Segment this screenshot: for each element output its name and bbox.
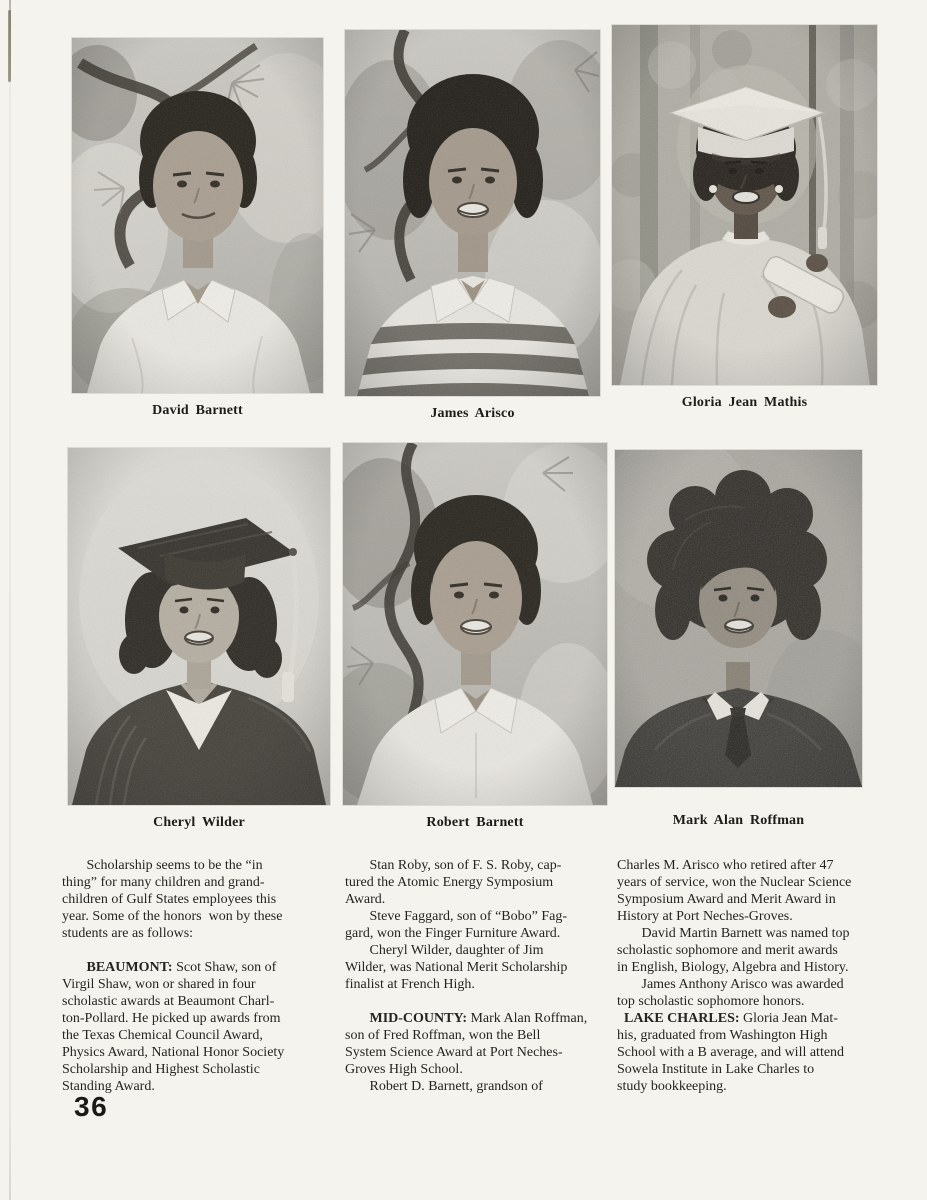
portrait-photo-david-barnett	[72, 38, 323, 393]
photo-caption: Cheryl Wilder	[153, 815, 245, 830]
text-line: in English, Biology, Algebra and History.	[617, 960, 849, 975]
text-line: gard, won the Finger Furniture Award.	[345, 926, 561, 941]
text-line: James Anthony Arisco was awarded	[617, 977, 844, 992]
text-line: Symposium Award and Merit Award in	[617, 892, 836, 907]
text-line: scholastic sophomore and merit awards	[617, 943, 838, 958]
portrait-photo-cheryl-wilder	[68, 448, 330, 805]
text-line: Cheryl Wilder, daughter of Jim	[345, 943, 544, 958]
text-line: the Texas Chemical Council Award,	[62, 1028, 263, 1043]
text-line: Virgil Shaw, won or shared in four	[62, 977, 256, 992]
scan-crease	[9, 0, 11, 1200]
photo-cell-james-arisco	[345, 30, 600, 422]
text-line: Scholarship and Highest Scholastic	[62, 1062, 260, 1077]
text-line: Stan Roby, son of F. S. Roby, cap-	[345, 858, 562, 873]
text-line: Physics Award, National Honor Society	[62, 1045, 285, 1060]
photo-caption: David Barnett	[152, 403, 243, 418]
page-number: 36	[74, 1091, 109, 1122]
text-line	[62, 942, 342, 959]
text-line: MID-COUNTY: Mark Alan Roffman,	[345, 1011, 588, 1026]
text-line: System Science Award at Port Neches-	[345, 1045, 563, 1060]
text-line: David Martin Barnett was named top	[617, 926, 850, 941]
text-line: scholastic awards at Beaumont Charl-	[62, 994, 275, 1009]
text-line: study bookkeeping.	[617, 1079, 727, 1094]
photo-caption: Mark Alan Roffman	[672, 813, 805, 828]
photo-cell-david-barnett	[72, 38, 323, 419]
text-line: Robert D. Barnett, grandson of	[345, 1079, 543, 1094]
text-line: School with a B average, and will attend	[617, 1045, 845, 1060]
portrait-photo-james-arisco	[345, 30, 600, 396]
text-line: children of Gulf States employees this	[62, 892, 277, 907]
text-line: years of service, won the Nuclear Science	[617, 875, 852, 890]
portrait-photo-mark-alan-roffman	[615, 450, 862, 787]
photo-cell-gloria-jean-mathis	[612, 25, 877, 411]
text-line: Wilder, was National Merit Scholarship	[345, 960, 568, 975]
text-line: History at Port Neches-Groves.	[617, 909, 793, 924]
text-line: Sowela Institute in Lake Charles to	[617, 1062, 815, 1077]
text-line	[345, 993, 620, 1010]
photo-cell-robert-barnett	[343, 443, 607, 831]
text-line: Standing Award.	[62, 1079, 155, 1094]
text-line: his, graduated from Washington High	[617, 1028, 828, 1043]
text-line: LAKE CHARLES: Gloria Jean Mat-	[617, 1011, 838, 1026]
text-line: Charles M. Arisco who retired after 47	[617, 858, 834, 873]
text-line: Groves High School.	[345, 1062, 463, 1077]
photo-caption: James Arisco	[430, 406, 515, 421]
text-line: finalist at French High.	[345, 977, 475, 992]
text-column-2	[345, 857, 620, 1095]
text-line: BEAUMONT: Scot Shaw, son of	[62, 960, 277, 975]
text-line: thing” for many children and grand-	[62, 875, 265, 890]
text-line: year. Some of the honors won by these	[62, 909, 283, 924]
text-line: son of Fred Roffman, won the Bell	[345, 1028, 541, 1043]
text-column-3	[617, 857, 902, 1095]
text-column-1	[62, 857, 342, 1095]
text-line: tured the Atomic Energy Symposium	[345, 875, 554, 890]
text-line: Award.	[345, 892, 386, 907]
portrait-photo-gloria-jean-mathis	[612, 25, 877, 385]
photo-caption: Robert Barnett	[426, 815, 524, 830]
photo-cell-mark-alan-roffman	[615, 450, 862, 829]
portrait-photo-robert-barnett	[343, 443, 607, 805]
text-line: ton-Pollard. He picked up awards from	[62, 1011, 281, 1026]
scan-mark	[8, 10, 11, 82]
text-line: Scholarship seems to be the “in	[62, 858, 263, 873]
photo-cell-cheryl-wilder	[68, 448, 330, 831]
text-line: Steve Faggard, son of “Bobo” Fag-	[345, 909, 568, 924]
text-line: top scholastic sophomore honors.	[617, 994, 805, 1009]
text-line: students are as follows:	[62, 926, 194, 941]
photo-caption: Gloria Jean Mathis	[681, 395, 808, 410]
